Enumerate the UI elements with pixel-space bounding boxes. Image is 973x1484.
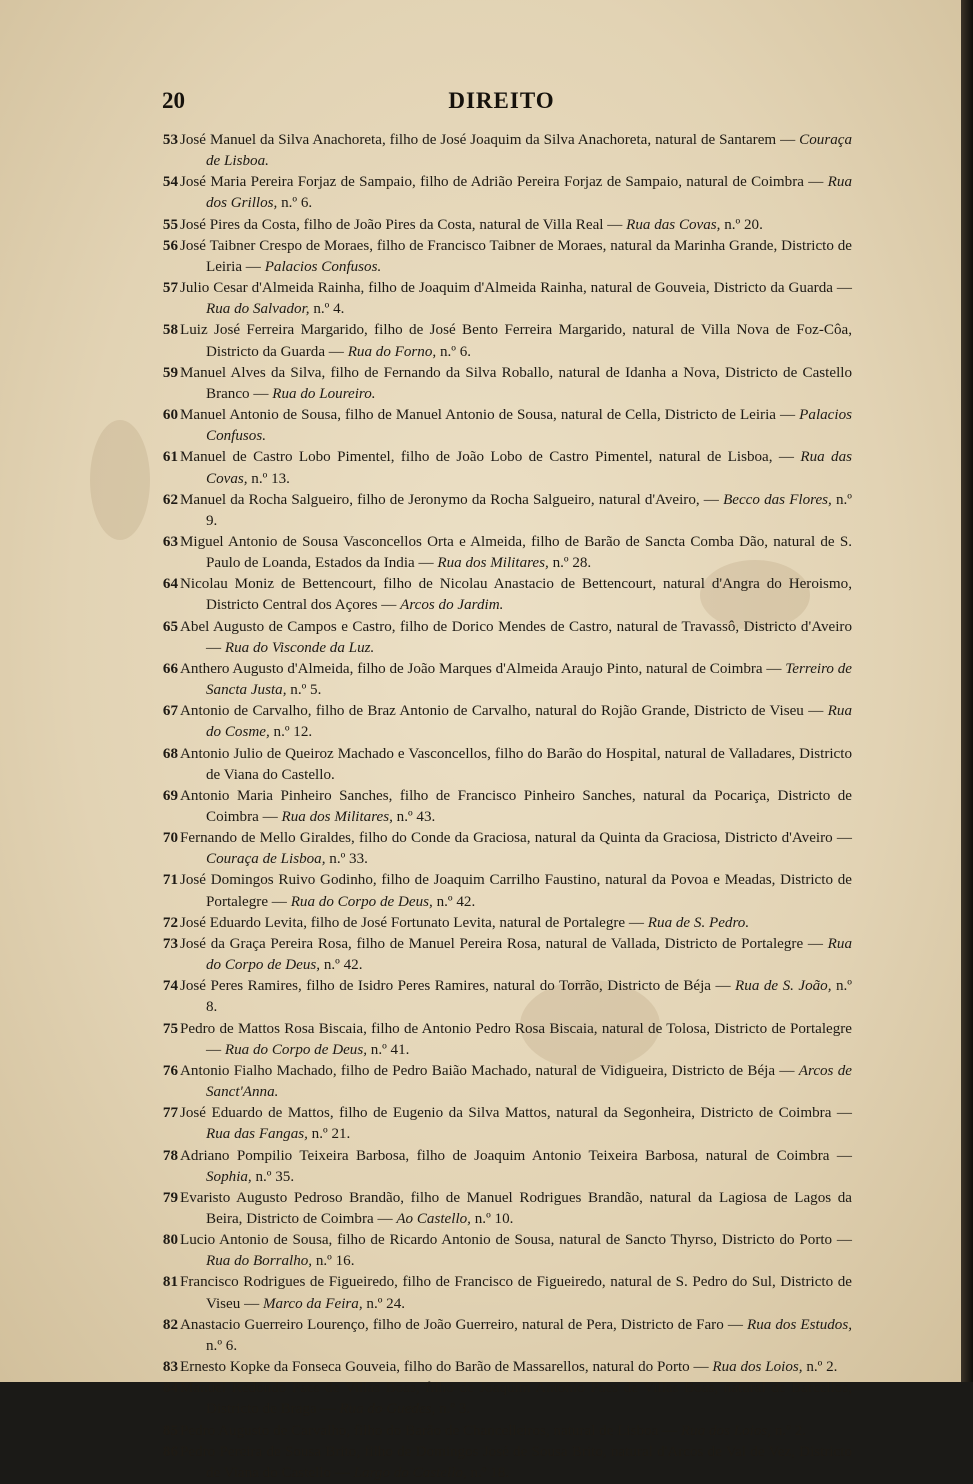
entry-house-number: n.º 4. <box>313 301 345 318</box>
entry-text <box>180 1146 852 1188</box>
entry-address: Rua do Borralho, <box>206 1253 313 1270</box>
entry-address: Rua do Corpo de Deus, <box>290 893 433 910</box>
entry-text <box>180 1421 852 1442</box>
entry-house-number: n.º 5. <box>290 682 322 699</box>
entry-description: José Eduardo de Mattos, filho de Eugenio da Silva Mattos, natural da Segonheira, Districto de Coimbra — <box>180 1105 852 1122</box>
entry-description: Luiz José Ferreira Margarido, filho de José Bento Ferreira Margarido, natural de Villa Nova de Foz-Côa, Districto da Guarda — <box>180 322 852 360</box>
entry-house-number: n.º 28. <box>552 555 592 572</box>
entry-description: José Eduardo Levita, filho de José Fortunato Levita, natural de Portalegre — <box>180 914 645 931</box>
list-item <box>160 1230 852 1272</box>
entry-description: José Taibner Crespo de Moraes, filho de Francisco Taibner de Moraes, natural da Marinha Grande, Districto de Leiria — <box>180 237 852 275</box>
entry-address: Becco das Flores, <box>723 491 832 508</box>
entry-number: 84 <box>162 1380 178 1397</box>
entry-description: Manuel Redondo Paes de Villas Boas, filho de Joaquim Antonio Paes de Villas Boas, natural de Barcellos, Districto de Braga — <box>180 1380 852 1418</box>
entry-description: Ernesto Kopke da Fonseca Gouveia, filho do Barão de Massarellos, natural do Porto — <box>180 1359 709 1376</box>
entry-text <box>180 1230 852 1272</box>
student-list <box>160 130 852 1484</box>
entry-description: Julio Cesar d'Almeida Rainha, filho de Joaquim d'Almeida Rainha, natural de Gouveia, Districto da Guarda — <box>180 280 852 297</box>
entry-description: José da Graça Pereira Rosa, filho de Manuel Pereira Rosa, natural de Vallada, Districto de Portalegre — <box>180 935 823 952</box>
entry-description: Manuel Antonio de Sousa, filho de Manuel Antonio de Sousa, natural de Cella, Districto de Leiria — <box>180 407 796 424</box>
entry-address: Rua dos Estudos, <box>747 1316 852 1333</box>
entry-text <box>180 1103 852 1145</box>
entry-text <box>180 278 852 320</box>
entry-text <box>180 172 852 214</box>
entry-description: Anthero Augusto d'Almeida, filho de João Marques d'Almeida Araujo Pinto, natural de Coimbra — <box>180 660 782 677</box>
entry-description: Miguel Antonio de Sousa Vasconcellos Orta e Almeida, filho de Barão de Sancta Comba Dão, natural de S. Paulo de Loanda, Estados da India — <box>180 533 852 572</box>
list-item <box>160 320 852 362</box>
page-title: DIREITO <box>448 88 555 113</box>
entry-description: Pedro Pereira de Sousa Brito, filho de Domingos José de Sousa Brito, natural d'Arcos de Val de Vez, Districto de Viana do Castello — <box>180 1443 852 1481</box>
list-item <box>160 744 852 786</box>
paper-stain <box>90 420 150 540</box>
entry-house-number: n.º 12. <box>273 724 313 741</box>
entry-text <box>180 1378 852 1420</box>
entry-address: Rua do Guedes, <box>339 1401 436 1418</box>
entry-text <box>180 934 852 976</box>
entry-number: 71 <box>162 872 178 889</box>
entry-address: Rua das Fangas, <box>206 1126 308 1143</box>
entry-address: Rua dos Loios, <box>712 1359 803 1376</box>
entry-description: Adriano Pompilio Teixeira Barbosa, filho de Joaquim Antonio Teixeira Barbosa, natural de Coimbra — <box>180 1147 852 1164</box>
entry-house-number: n.º 13. <box>251 470 290 487</box>
page-header <box>160 88 843 122</box>
entry-number: 64 <box>162 576 178 593</box>
entry-address: Couraça de Lisboa. <box>206 132 852 170</box>
entry-address: Rua dos Loios, <box>680 1422 772 1439</box>
entry-text <box>180 320 852 362</box>
page-number: 20 <box>162 88 185 113</box>
entry-number: 60 <box>162 407 178 424</box>
list-item <box>160 447 852 489</box>
entry-house-number: n.º 20. <box>724 216 763 233</box>
entry-description: Antonio Fialho Machado, filho de Pedro Baião Machado, natural de Vidigueira, Districto de Béja — <box>180 1062 795 1079</box>
entry-description: Fernando de Mello Giraldes, filho do Conde da Graciosa, natural da Quinta da Graciosa, Districto d'Aveiro — <box>180 830 852 847</box>
entry-number: 73 <box>162 935 178 952</box>
entry-house-number: n.º 8. <box>206 978 852 1016</box>
entry-description: Antonio Maria Pinheiro Sanches, filho de Francisco Pinheiro Sanches, natural da Pocariça, Districto de Coimbra — <box>180 787 852 825</box>
entry-address: Arcos de Sanct'Anna. <box>206 1062 852 1101</box>
entry-address: Palacios Confusos. <box>206 407 852 445</box>
list-item <box>160 934 852 976</box>
entry-number: 53 <box>162 132 178 148</box>
entry-description: Manuel de Castro Lobo Pimentel, filho de João Lobo de Castro Pimentel, natural de Lisboa, — <box>180 449 794 466</box>
entry-number: 76 <box>162 1062 178 1079</box>
entry-address: Rua do Forno, <box>347 343 437 360</box>
entry-number: 69 <box>162 787 178 804</box>
entry-address: Rua de S. João, <box>735 978 832 995</box>
entry-address: Rua do Cosme, <box>206 703 852 741</box>
entry-text <box>180 1357 852 1378</box>
entry-house-number: n.º 21. <box>311 1126 351 1143</box>
list-item <box>160 490 852 532</box>
entry-number: 67 <box>162 703 178 720</box>
entry-description: José Manuel da Silva Anachoreta, filho de José Joaquim da Silva Anachoreta, natural de Santarem — <box>180 132 796 148</box>
list-item <box>160 1019 852 1061</box>
entry-description: Pedro de Mattos Rosa Biscaia, filho de Antonio Pedro Rosa Biscaia, natural de Tolosa, Districto de Portalegre — <box>180 1020 852 1058</box>
entry-text <box>180 1315 852 1357</box>
entry-number: 54 <box>162 174 178 191</box>
entry-house-number: n.º 2. <box>774 1422 806 1439</box>
entry-address: Rua dos Grillos, <box>206 174 852 212</box>
entry-text <box>180 215 852 236</box>
list-item <box>160 1146 852 1188</box>
entry-number: 79 <box>162 1189 178 1206</box>
entry-number: 59 <box>162 364 178 381</box>
entry-description: Pedro Augusto de Carvalho, filho do Barão de Chancelleiros, natural de Lisboa — <box>180 1422 678 1439</box>
entry-address: Rua do Loureiro. <box>272 385 376 402</box>
entry-description: José Pires da Costa, filho de João Pires da Costa, natural de Villa Real — <box>180 216 623 233</box>
entry-description: José Peres Ramires, filho de Isidro Peres Ramires, natural do Torrão, Districto de Béja — <box>180 978 731 995</box>
entry-house-number: n.º 6. <box>206 1337 238 1354</box>
entry-text <box>180 976 852 1018</box>
entry-address: Rua dos Militares, <box>437 555 549 572</box>
entry-house-number: n.º 42. <box>323 957 363 974</box>
list-item <box>160 574 852 616</box>
entry-text <box>180 574 852 616</box>
entry-address: Arcos do Jardim. <box>400 597 504 614</box>
entry-house-number: n.º 16. <box>315 1253 355 1270</box>
book-edge <box>961 0 973 1382</box>
entry-text <box>180 532 852 574</box>
list-item <box>160 1272 852 1314</box>
entry-description: Anastacio Guerreiro Lourenço, filho de João Guerreiro, natural de Pera, Districto de Faro — <box>180 1316 743 1333</box>
entry-address: Rua dos Militares, <box>281 809 393 825</box>
entry-number: 74 <box>162 978 178 995</box>
entry-number: 77 <box>162 1105 178 1122</box>
entry-text <box>180 744 852 786</box>
entry-number: 61 <box>162 449 178 466</box>
entry-text <box>180 659 852 701</box>
list-item <box>160 1421 852 1442</box>
entry-description: Evaristo Augusto Pedroso Brandão, filho de Manuel Rodrigues Brandão, natural da Lagiosa de Lagos da Beira, Districto de Coimbra — <box>180 1189 852 1227</box>
entry-text <box>180 405 852 447</box>
entry-number: 55 <box>162 216 178 233</box>
entry-address: Ao Castello, <box>396 1210 471 1227</box>
list-item <box>160 659 852 701</box>
entry-text <box>180 617 852 659</box>
list-item <box>160 1188 852 1230</box>
entry-text <box>180 490 852 532</box>
entry-house-number: n.º 9. <box>206 491 852 529</box>
list-item <box>160 130 852 172</box>
entry-number: 66 <box>162 660 178 677</box>
list-item <box>160 828 852 870</box>
entry-house-number: n.º 6. <box>439 343 472 360</box>
entry-text <box>180 786 852 828</box>
entry-address: Rua do Visconde da Luz. <box>224 639 375 656</box>
entry-house-number: n.º 33. <box>329 851 368 868</box>
entry-description: Abel Augusto de Campos e Castro, filho de Dorico Mendes de Castro, natural de Travassô, Districto d'Aveiro — <box>180 618 852 656</box>
entry-number: 80 <box>162 1232 178 1249</box>
list-item <box>160 1061 852 1103</box>
list-item <box>160 1378 852 1420</box>
entry-house-number: n.º 3. <box>439 1401 471 1418</box>
entry-address: Couraça de Lisboa, <box>206 851 326 868</box>
entry-address: Rua das Covas, <box>206 449 853 487</box>
entry-number: 68 <box>162 745 178 762</box>
entry-text <box>180 1442 852 1484</box>
entry-text <box>180 913 852 934</box>
list-item <box>160 363 852 405</box>
entry-number: 85 <box>162 1422 178 1439</box>
entry-house-number: n.º 18. <box>470 1464 510 1481</box>
list-item <box>160 870 852 912</box>
entry-address: Terreiro de Sancta Justa, <box>206 660 852 699</box>
list-item <box>160 786 852 828</box>
entry-description: Manuel Alves da Silva, filho de Fernando da Silva Roballo, natural de Idanha a Nova, Districto de Castello Branco — <box>180 364 852 402</box>
entry-text <box>180 1019 852 1061</box>
entry-description: Francisco Rodrigues de Figueiredo, filho de Francisco de Figueiredo, natural de S. Pedro do Sul, Districto de Viseu — <box>180 1274 852 1312</box>
list-item <box>160 215 852 236</box>
entry-house-number: n.º 35. <box>255 1168 295 1185</box>
entry-number: 57 <box>162 280 178 297</box>
entry-text <box>180 130 852 172</box>
entry-house-number: n.º 2. <box>806 1359 838 1376</box>
entry-text <box>180 828 852 870</box>
entry-house-number: n.º 6. <box>281 195 313 212</box>
list-item <box>160 405 852 447</box>
entry-number: 83 <box>162 1359 178 1376</box>
entry-number: 65 <box>162 618 178 635</box>
list-item <box>160 976 852 1018</box>
entry-description: José Domingos Ruivo Godinho, filho de Joaquim Carrilho Faustino, natural da Povoa e Meadas, Districto de Portalegre — <box>180 872 852 910</box>
list-item <box>160 617 852 659</box>
entry-text <box>180 363 852 405</box>
entry-number: 63 <box>162 533 178 550</box>
entry-address: Largo do Castello, <box>353 1464 467 1481</box>
entry-text <box>180 447 853 489</box>
entry-address: Rua do Corpo de Deus, <box>206 935 852 974</box>
entry-description: Lucio Antonio de Sousa, filho de Ricardo Antonio de Sousa, natural de Sancto Thyrso, Districto do Porto — <box>180 1232 852 1249</box>
entry-text <box>180 701 852 743</box>
entry-address: Rua de S. Pedro. <box>647 914 750 931</box>
entry-number: 56 <box>162 237 178 254</box>
entry-house-number: n.º 43. <box>396 809 436 825</box>
entry-text <box>180 1061 852 1103</box>
entry-house-number: n.º 24. <box>366 1295 406 1312</box>
entry-number: 78 <box>162 1147 178 1164</box>
list-item <box>160 1357 852 1378</box>
list-item <box>160 701 852 743</box>
list-item <box>160 913 852 934</box>
entry-number: 81 <box>162 1274 178 1291</box>
entry-house-number: n.º 42. <box>436 893 476 910</box>
entry-description: Antonio de Carvalho, filho de Braz Antonio de Carvalho, natural do Rojão Grande, Districto de Viseu — <box>180 703 824 720</box>
entry-address: Sophia, <box>206 1168 252 1185</box>
entry-address: Marco da Feira, <box>262 1295 363 1312</box>
entry-number: 62 <box>162 491 178 508</box>
entry-address: Rua do Salvador, <box>206 301 310 318</box>
entry-text <box>180 870 852 912</box>
list-item <box>160 532 852 574</box>
list-item <box>160 278 852 320</box>
entry-number: 72 <box>162 914 178 931</box>
entry-description: Manuel da Rocha Salgueiro, filho de Jeronymo da Rocha Salgueiro, natural d'Aveiro, — <box>180 491 719 508</box>
entry-house-number: n.º 41. <box>370 1041 410 1058</box>
list-item <box>160 1315 852 1357</box>
entry-address: Rua do Corpo de Deus, <box>224 1041 367 1058</box>
list-item <box>160 1103 852 1145</box>
entry-address: Palacios Confusos. <box>264 258 382 275</box>
entry-description: José Maria Pereira Forjaz de Sampaio, filho de Adrião Pereira Forjaz de Sampaio, natural de Coimbra — <box>180 174 824 191</box>
entry-house-number: n.º 10. <box>474 1210 514 1227</box>
list-item <box>160 1442 852 1484</box>
entry-address: Rua das Covas, <box>626 216 721 233</box>
entry-number: 82 <box>162 1316 178 1333</box>
entry-text <box>180 236 852 278</box>
list-item <box>160 172 852 214</box>
entry-description: Nicolau Moniz de Bettencourt, filho de Nicolau Anastacio de Bettencourt, natural d'Angra do Heroismo, Districto Central dos Açores — <box>180 576 852 614</box>
entry-number: 75 <box>162 1020 178 1037</box>
entry-number: 70 <box>162 830 178 847</box>
list-item <box>160 236 852 278</box>
entry-number: 86 <box>162 1443 178 1460</box>
entry-text <box>180 1272 852 1314</box>
entry-text <box>180 1188 852 1230</box>
entry-description: Antonio Julio de Queiroz Machado e Vasconcellos, filho do Barão do Hospital, natural de Valladares, Districto de Viana do Castello. <box>180 745 852 783</box>
entry-number: 58 <box>162 322 178 339</box>
